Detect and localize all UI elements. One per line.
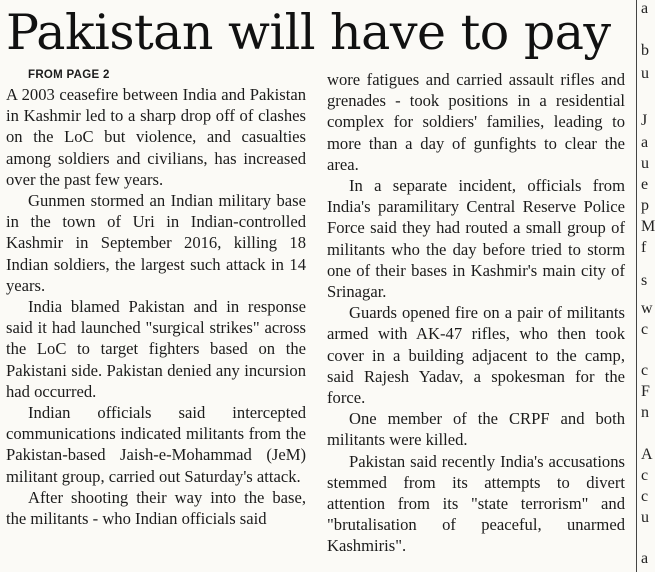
fragment-letter: c <box>641 362 649 379</box>
paragraph: Guards opened fire on a pair of militants armed with AK-47 rifles, who then took cover in a building adjacent to the camp, said Rajesh Yadav, a spokesman for the force. <box>327 303 625 408</box>
fragment-letter: u <box>641 65 649 82</box>
article-column-2 <box>327 69 625 557</box>
headline: Pakistan will have to pay <box>6 4 611 61</box>
fragment-letter: e <box>641 176 649 193</box>
fragment-letter: s <box>641 272 648 289</box>
fragment-letter: a <box>641 134 649 151</box>
paragraph: Gunmen stormed an Indian military base in the town of Uri in Indian-controlled Kashmir in September 2016, killing 18 Indian soldiers, the largest such attack in 14 years. <box>6 191 306 295</box>
column-divider <box>636 0 637 572</box>
fragment-letter: a <box>641 550 649 567</box>
fragment-letter: F <box>641 383 650 400</box>
fragment-letter: n <box>641 404 649 421</box>
paragraph: Pakistan said recently India's accusations stemmed from its attempts to divert attention from its "state terrorism" and "brutalisation of peaceful, unarmed Kashmiris". <box>327 451 625 556</box>
fragment-letter: c <box>641 488 649 505</box>
paragraph: Indian officials said intercepted communications indicated militants from the Pakistan-based Jaish-e-Mohammad (JeM) militant group, carried out Saturday's attack. <box>6 403 306 486</box>
paragraph: After shooting their way into the base, the militants - who Indian officials said <box>6 487 306 529</box>
fragment-letter: a <box>641 0 649 17</box>
fragment-letter: b <box>641 42 649 59</box>
fragment-letter: w <box>641 300 653 317</box>
fragment-letter: p <box>641 197 649 214</box>
paragraph: wore fatigues and carried assault rifles and grenades - took positions in a residential complex for soldiers' families, leading to more than a day of gunfights to clear the area. <box>327 70 625 174</box>
fragment-letter: c <box>641 321 649 338</box>
fragment-letter: J <box>641 112 648 129</box>
fragment-letter: u <box>641 155 649 172</box>
fragment-letter: M <box>641 218 655 235</box>
fragment-letter: u <box>641 509 649 526</box>
paragraph: India blamed Pakistan and in response said it had launched "surgical strikes" across the LoC to target fighters based on the Pakistani side. Pakistan denied any incursion had occurred. <box>6 297 306 401</box>
paragraph: A 2003 ceasefire between India and Pakistan in Kashmir led to a sharp drop off of clashes on the LoC but violence, and casualties among soldiers and civilians, has increased over the past few years. <box>6 85 306 189</box>
paragraph: One member of the CRPF and both militants were killed. <box>327 409 625 450</box>
kicker: FROM PAGE 2 <box>28 69 110 81</box>
fragment-letter: c <box>641 467 649 484</box>
fragment-letter: f <box>641 239 647 256</box>
paragraph: In a separate incident, officials from India's paramilitary Central Reserve Police Force said they had routed a small group of militants who the day before tried to storm one of their bases in Kashmir's main city of Srinagar. <box>327 176 625 302</box>
fragment-letter: A <box>641 446 653 463</box>
article-column-1 <box>6 66 306 529</box>
